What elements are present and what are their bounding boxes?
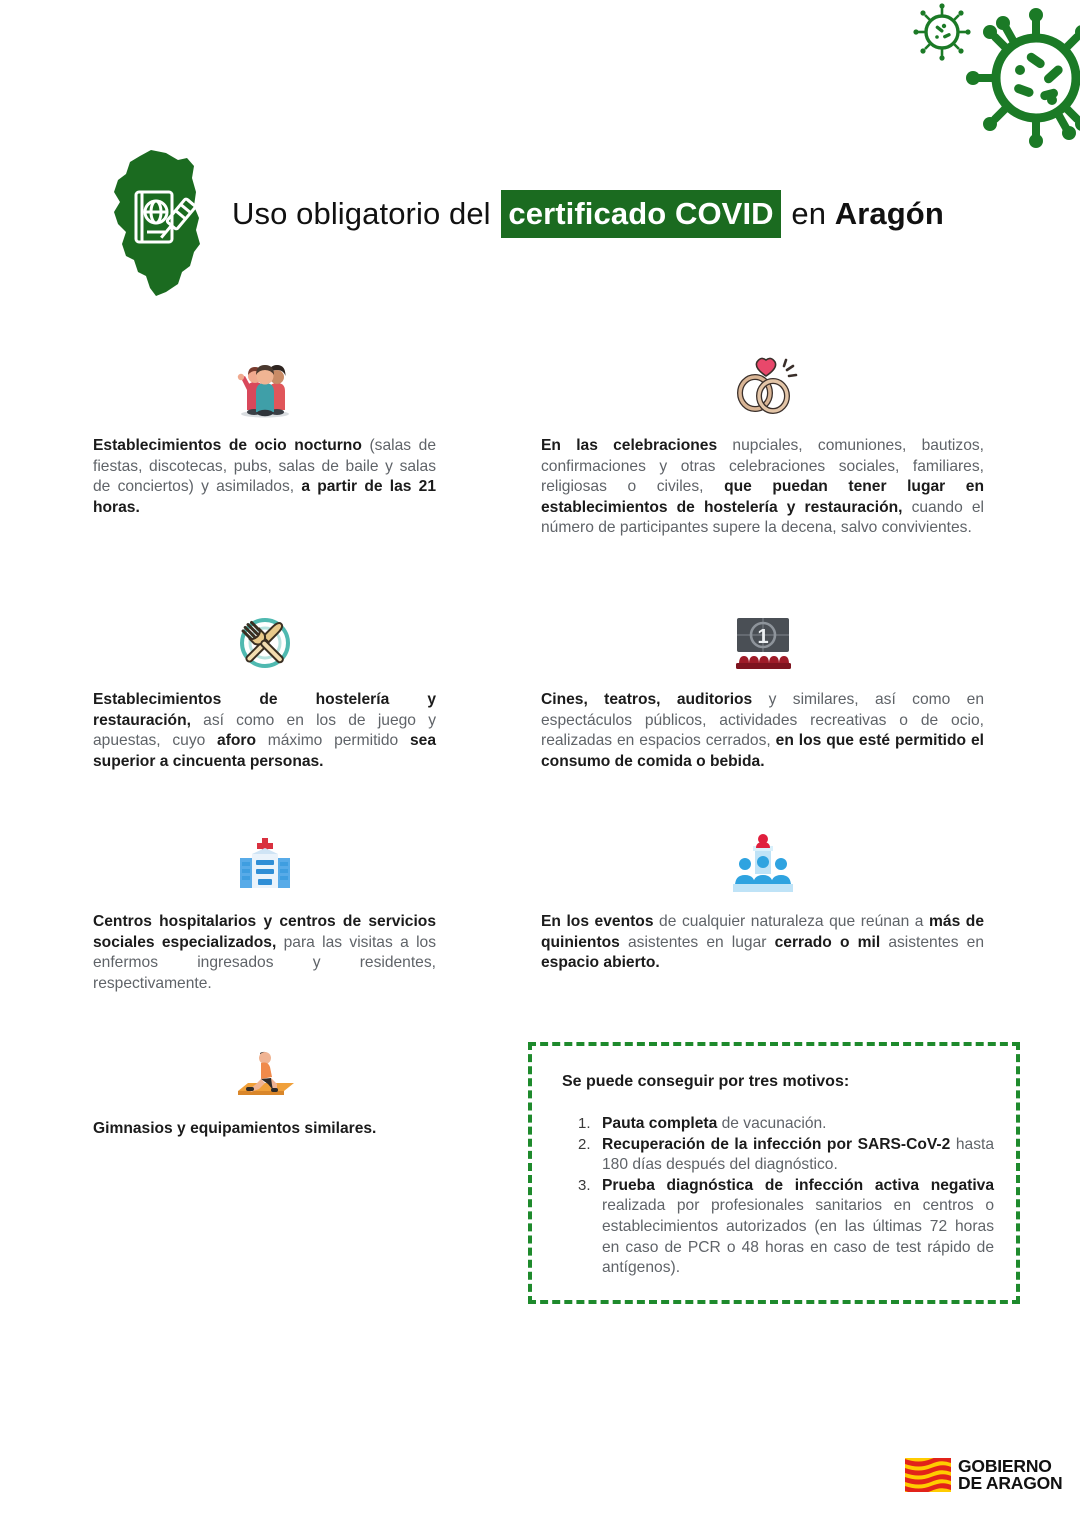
item-text: Establecimientos de hostelería y restauración, así como en los de juego y apuestas, cuyo aforo máximo permitido sea superior a cincuenta personas. — [93, 691, 436, 770]
gobierno-de-aragon-logo — [905, 1452, 1063, 1498]
list-number: 2. — [578, 1135, 591, 1153]
list-number: 3. — [578, 1176, 591, 1194]
list-number: 1. — [578, 1115, 591, 1132]
title-part-1: Uso obligatorio del — [232, 196, 491, 231]
list-item — [578, 1114, 994, 1135]
reasons-title: Se puede conseguir por tres motivos: — [562, 1073, 850, 1090]
item-text: Gimnasios y equipamientos similares. — [93, 1120, 377, 1137]
title-part-2: en — [791, 196, 827, 231]
list-item-text: Prueba diagnóstica de infección activa negativa realizada por profesionales sanitarios en centros o establecimientos autorizados (en las últimas 72 horas en caso de PCR o 48 horas en caso de test rápido de antígenos). — [602, 1176, 994, 1277]
item-centros-hospitalarios — [93, 828, 436, 994]
gov-logo-line-1: GOBIERNO — [958, 1455, 1052, 1476]
aragon-map-passport-syringe-icon — [104, 148, 216, 298]
item-ocio-nocturno — [93, 352, 436, 518]
list-item-text: Recuperación de la infección por SARS-CoV-2 hasta 180 días después del diagnóstico. — [602, 1135, 994, 1174]
list-item — [578, 1176, 994, 1279]
item-gimnasios — [93, 1035, 436, 1140]
reasons-list — [578, 1114, 994, 1279]
list-item-text: Pauta completa de vacunación. — [602, 1115, 827, 1132]
item-text: En las celebraciones nupciales, comuniones, bautizos, confirmaciones y otras celebraciones sociales, familiares, religiosas o civiles, que puedan tener lugar en establecimientos de hostelería y restauración, cuando el número de participantes supere la decena, salvo convivientes. — [541, 437, 984, 537]
person-exercising-mat-icon — [93, 1035, 436, 1103]
audience-podium-icon — [541, 828, 984, 896]
cinema-screen-seats-icon — [541, 606, 984, 674]
title-highlight: certificado COVID — [501, 190, 780, 238]
crossed-fork-knife-plate-icon — [93, 606, 436, 674]
page-title — [232, 193, 944, 235]
item-celebraciones — [541, 352, 984, 539]
list-item — [578, 1135, 994, 1176]
hospital-building-icon — [93, 828, 436, 896]
header — [104, 148, 984, 298]
three-people-nightlife-icon — [93, 352, 436, 420]
item-text: Cines, teatros, auditorios y similares, así como en espectáculos públicos, actividades recreativas o de ocio, realizadas en espacios cerrados, en los que esté permitido el consumo de comida o bebida. — [541, 691, 984, 770]
item-eventos — [541, 828, 984, 974]
item-text: En los eventos de cualquier naturaleza que reúnan a más de quinientos asistentes en lugar cerrado o mil asistentes en espacio abierto. — [541, 913, 985, 972]
gov-logo-line-2: DE ARAGON — [958, 1473, 1063, 1493]
title-part-3: Aragón — [834, 196, 944, 231]
svg-text:1: 1 — [756, 626, 769, 648]
virus-decoration-group — [900, 0, 1080, 170]
item-hosteleria — [93, 606, 436, 772]
reasons-box — [528, 1042, 1020, 1304]
aragon-stripes-icon — [905, 1458, 951, 1492]
item-text: Centros hospitalarios y centros de servicios sociales especializados, para las visitas a los enfermos ingresados y residentes, respectivamente. — [93, 913, 436, 992]
item-cines-teatros — [541, 606, 984, 772]
wedding-rings-icon — [541, 352, 984, 420]
item-text: Establecimientos de ocio nocturno (salas de fiestas, discotecas, pubs, salas de baile y salas de conciertos) y asimilados, a partir de las 21 horas. — [93, 437, 437, 516]
gov-logo-text — [958, 1455, 1063, 1493]
coronavirus-icon — [900, 0, 1080, 170]
